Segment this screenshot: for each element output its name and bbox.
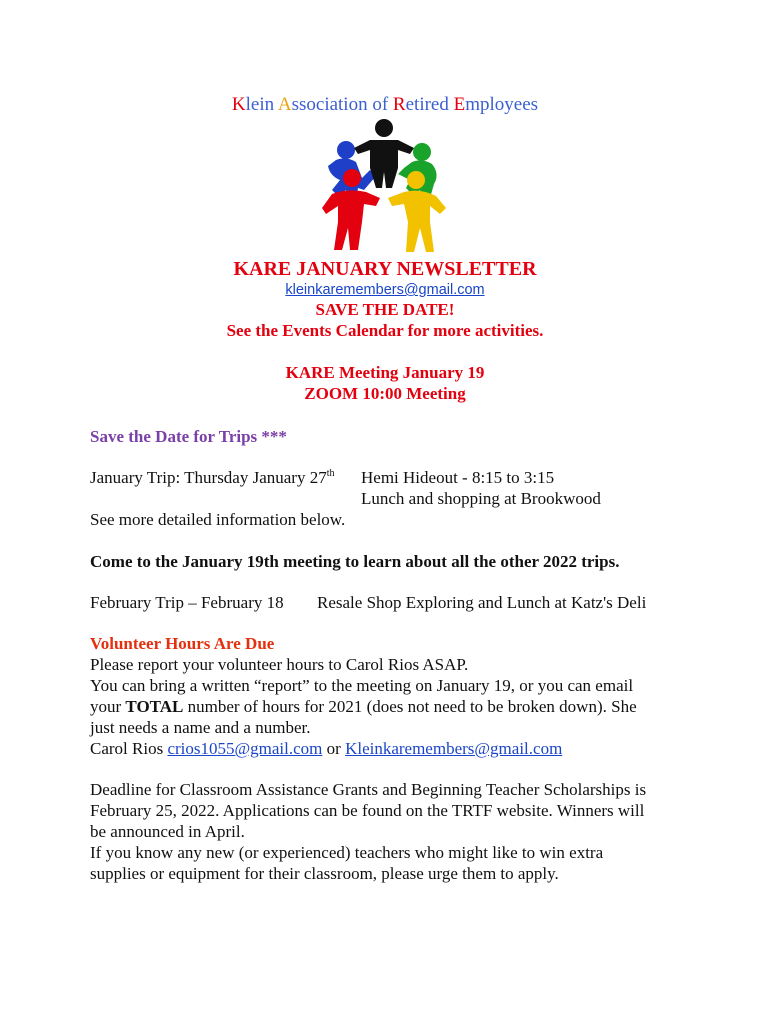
deadline-paragraph: [90, 779, 690, 884]
deadline-line: February 25, 2022. Applications can be found on the TRTF website. Winners will: [90, 801, 645, 820]
january-trip-label: January Trip: Thursday January 27th: [90, 468, 335, 487]
january-trip-lunch: Lunch and shopping at Brookwood: [361, 489, 601, 508]
yellow-figure-icon: [388, 171, 446, 252]
trips-heading: Save the Date for Trips ***: [90, 427, 287, 446]
save-the-date-heading: SAVE THE DATE!: [315, 300, 455, 319]
meeting-date-line: KARE Meeting January 19: [285, 363, 485, 382]
see-more-note: See more detailed information below.: [90, 510, 346, 529]
org-word-employees: Employees: [453, 94, 539, 115]
org-word-association: Association: [277, 94, 368, 115]
volunteer-paragraph: [90, 654, 690, 759]
february-trip-destination: Resale Shop Exploring and Lunch at Katz's Deli: [317, 593, 647, 612]
volunteer-line: You can bring a written “report” to the meeting on January 19, or you can email: [90, 676, 634, 695]
deadline-line: be announced in April.: [90, 822, 245, 841]
events-calendar-note: See the Events Calendar for more activities.: [226, 321, 544, 340]
newsletter-email-link[interactable]: kleinkaremembers@gmail.com: [285, 282, 485, 298]
carol-email-link[interactable]: crios1055@gmail.com: [167, 739, 323, 758]
volunteer-line: your TOTAL number of hours for 2021 (does not need to be broken down). She: [90, 697, 637, 716]
january-trip-destination: Hemi Hideout - 8:15 to 3:15: [361, 468, 555, 487]
organization-title: [0, 94, 770, 116]
volunteer-line: just needs a name and a number.: [90, 718, 311, 737]
ordinal-suffix: th: [326, 468, 335, 479]
volunteer-line: Please report your volunteer hours to Carol Rios ASAP.: [90, 655, 469, 674]
february-trip-label: February Trip – February 18: [90, 593, 284, 612]
org-word-of: of: [372, 94, 389, 115]
deadline-line: supplies or equipment for their classroom, please urge them to apply.: [90, 864, 559, 883]
volunteer-hours-heading: Volunteer Hours Are Due: [90, 634, 275, 653]
come-to-meeting-note: Come to the January 19th meeting to learn about all the other 2022 trips.: [90, 552, 620, 571]
kare-email-link[interactable]: Kleinkaremembers@gmail.com: [345, 739, 563, 758]
org-word-klein: Klein: [231, 94, 275, 115]
deadline-line: Deadline for Classroom Assistance Grants and Beginning Teacher Scholarships is: [90, 780, 647, 799]
newsletter-title: KARE JANUARY NEWSLETTER: [233, 258, 537, 280]
org-word-retired: Retired: [392, 94, 449, 115]
people-circle-logo: [318, 118, 450, 256]
deadline-line: If you know any new (or experienced) teachers who might like to win extra: [90, 843, 604, 862]
meeting-zoom-line: ZOOM 10:00 Meeting: [304, 384, 466, 403]
volunteer-contact-line: Carol Rios crios1055@gmail.com or Kleinkaremembers@gmail.com: [90, 739, 563, 758]
total-emphasis: TOTAL: [125, 697, 184, 716]
